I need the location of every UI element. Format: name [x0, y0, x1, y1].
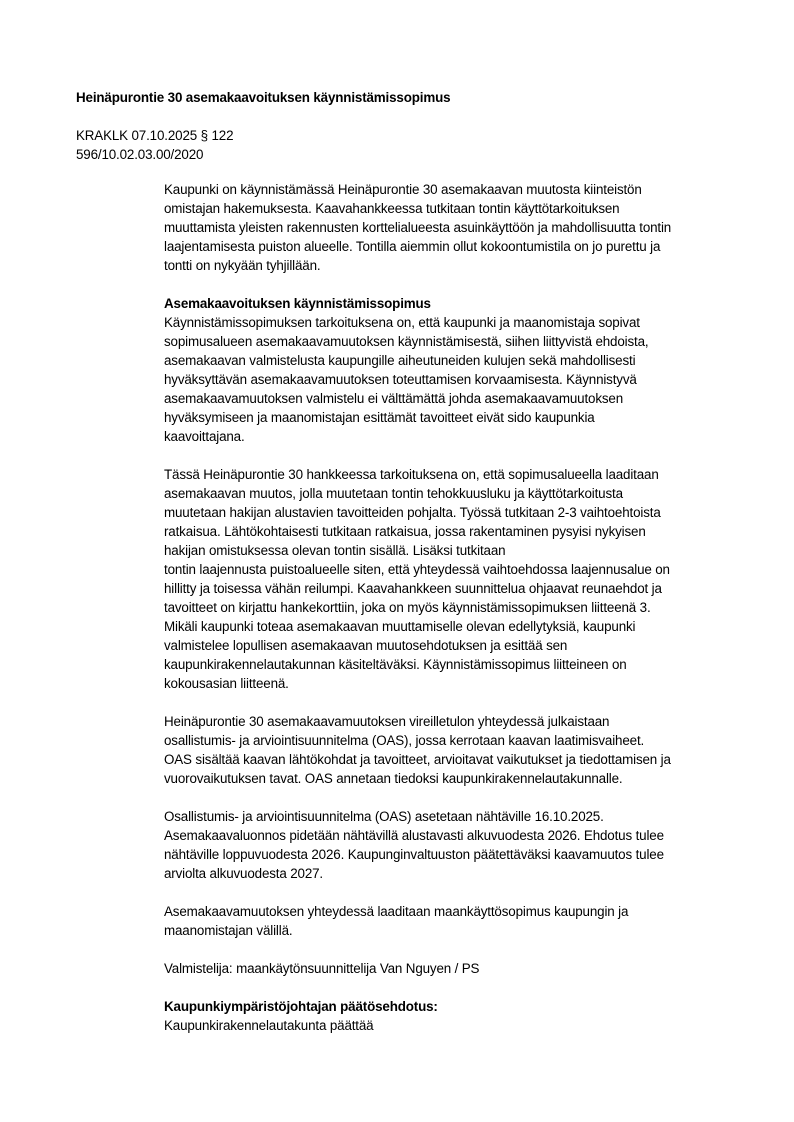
text-line: ratkaisua. Lähtökohtaisesti tutkitaan ratkaisua, jossa rakentaminen pysyisi nykyisen	[164, 524, 646, 539]
text-line: asemakaavan valmistelusta kaupungille aiheutuneiden kulujen sekä mahdollisesti	[164, 353, 636, 368]
text-line: maanomistajan välillä.	[164, 923, 293, 938]
text-line: laajentamisesta puiston alueelle. Tontilla aiemmin ollut kokoontumistila on jo purettu ja	[164, 239, 661, 254]
document-meta	[76, 126, 233, 164]
text-line: OAS sisältää kaavan lähtökohdat ja tavoitteet, arvioitavat vaikutukset ja tiedottamisen ja	[164, 752, 671, 767]
text-line: valmistelee lopullisen asemakaavan muutosehdotuksen ja esittää sen	[164, 638, 568, 653]
paragraph-project	[164, 465, 744, 693]
text-line: asemakaavamuutoksen valmistelu ei välttämättä johda asemakaavamuutoksen	[164, 391, 624, 406]
meeting-reference: KRAKLK 07.10.2025 § 122	[76, 128, 234, 143]
text-line: muutetaan hakijan alustavien tavoitteiden pohjalta. Työssä tutkitaan 2-3 vaihtoehtoista	[164, 505, 661, 520]
text-line: Kaupunkirakennelautakunta päättää	[164, 1018, 374, 1033]
record-number: 596/10.02.03.00/2020	[76, 147, 204, 162]
document-title: Heinäpurontie 30 asemakaavoituksen käynnistämissopimus	[76, 90, 451, 105]
paragraph-proposal	[164, 997, 744, 1035]
document-body	[164, 180, 744, 1054]
text-line: vuorovaikutuksen tavat. OAS annetaan tiedoksi kaupunkirakennelautakunnalle.	[164, 771, 623, 786]
text-line: Heinäpurontie 30 asemakaavamuutoksen vireilletulon yhteydessä julkaistaan	[164, 714, 610, 729]
text-line: hakijan omistuksessa olevan tontin sisällä. Lisäksi tutkitaan	[164, 543, 506, 558]
paragraph-oas	[164, 712, 744, 788]
text-line: Asemakaavamuutoksen yhteydessä laaditaan maankäyttösopimus kaupungin ja	[164, 904, 629, 919]
text-line: Osallistumis- ja arviointisuunnitelma (OAS) asetetaan nähtäville 16.10.2025.	[164, 809, 604, 824]
text-line: hillitty ja toisessa vähän reilumpi. Kaavahankkeen suunnittelua ohjaavat reunaehdot ja	[164, 581, 662, 596]
proposal-heading: Kaupunkiympäristöjohtajan päätösehdotus:	[164, 999, 438, 1014]
text-line: omistajan hakemuksesta. Kaavahankkeessa tutkitaan tontin käyttötarkoituksen	[164, 201, 620, 216]
text-line: Asemakaavaluonnos pidetään nähtävillä alustavasti alkuvuodesta 2026. Ehdotus tulee	[164, 828, 664, 843]
text-line: kokousasian liitteenä.	[164, 676, 289, 691]
paragraph-schedule	[164, 807, 744, 883]
text-line: kaavoittajana.	[164, 429, 245, 444]
text-line: tontin laajennusta puistoalueelle siten, että yhteydessä vaihtoehdossa laajennusalue on	[164, 562, 670, 577]
text-line: arviolta alkuvuodesta 2027.	[164, 866, 323, 881]
text-line: Mikäli kaupunki toteaa asemakaavan muuttamiselle olevan edellytyksiä, kaupunki	[164, 619, 636, 634]
text-line: Tässä Heinäpurontie 30 hankkeessa tarkoituksena on, että sopimusalueella laaditaan	[164, 467, 659, 482]
text-line: tavoitteet on kirjattu hankekorttiin, joka on myös käynnistämissopimuksen liitteenä 3.	[164, 600, 651, 615]
text-line: kaupunkirakennelautakunnan käsiteltäväksi. Käynnistämissopimus liitteineen on	[164, 657, 627, 672]
paragraph-agreement	[164, 294, 744, 446]
text-line: Kaupunki on käynnistämässä Heinäpurontie 30 asemakaavan muutosta kiinteistön	[164, 182, 642, 197]
text-line: muuttamista yleisten rakennusten korttelialueesta asuinkäyttöön ja mahdollisuutta tontin	[164, 220, 672, 235]
text-line: sopimusalueen asemakaavamuutoksen käynnistämisestä, siihen liittyvistä ehdoista,	[164, 334, 649, 349]
text-line: asemakaavan muutos, jolla muutetaan tontin tehokkuusluku ja käyttötarkoitusta	[164, 486, 623, 501]
text-line: Käynnistämissopimuksen tarkoituksena on, että kaupunki ja maanomistaja sopivat	[164, 315, 640, 330]
paragraph-introduction	[164, 180, 744, 275]
text-line: hyväksymiseen ja maanomistajan esittämät tavoitteet eivät sido kaupunkia	[164, 410, 595, 425]
text-line: osallistumis- ja arviointisuunnitelma (OAS), jossa kerrotaan kaavan laatimisvaiheet.	[164, 733, 645, 748]
text-line: hyväksyttävän asemakaavamuutoksen toteuttamisen korvaamisesta. Käynnistyvä	[164, 372, 637, 387]
section-heading: Asemakaavoituksen käynnistämissopimus	[164, 296, 431, 311]
preparer-line: Valmistelija: maankäytönsuunnittelija Van Nguyen / PS	[164, 961, 480, 976]
paragraph-preparer	[164, 959, 744, 978]
text-line: nähtäville loppuvuodesta 2026. Kaupunginvaltuuston päätettäväksi kaavamuutos tulee	[164, 847, 664, 862]
paragraph-land-use-agreement	[164, 902, 744, 940]
text-line: tontti on nykyään tyhjillään.	[164, 258, 321, 273]
